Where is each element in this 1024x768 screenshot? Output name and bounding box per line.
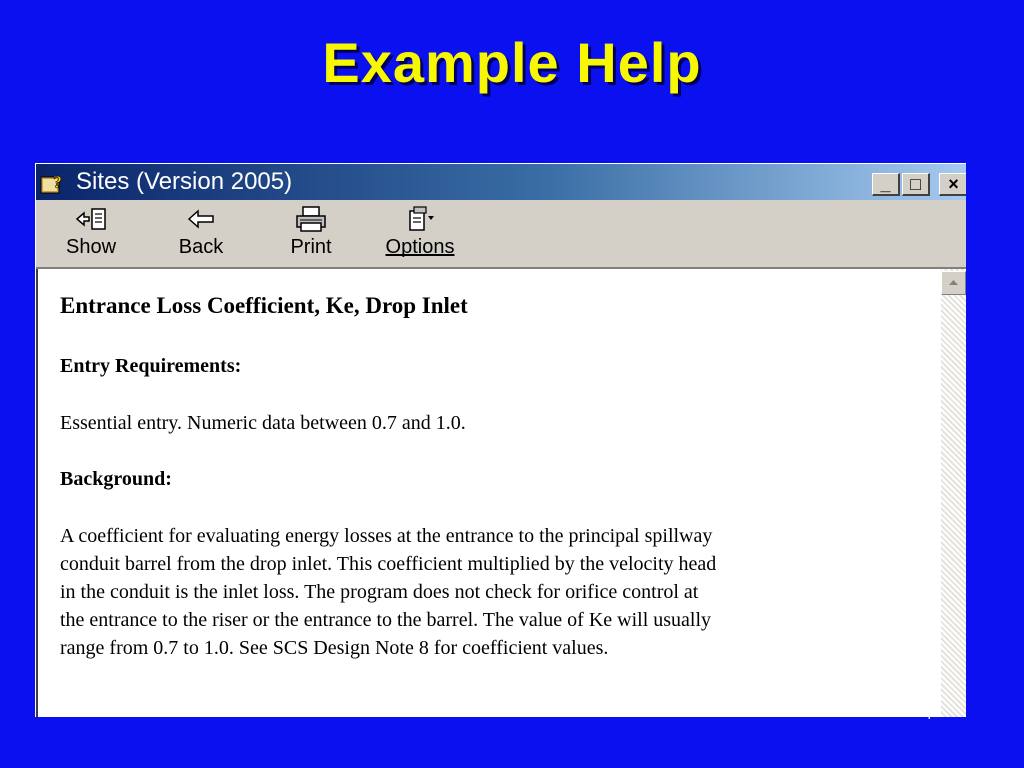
options-label: Options bbox=[385, 236, 455, 258]
show-button[interactable] bbox=[60, 204, 122, 259]
background-line: A coefficient for evaluating energy losses at the entrance to the principal spillway bbox=[60, 525, 713, 547]
help-heading: Entrance Loss Coefficient, Ke, Drop Inlet bbox=[60, 293, 468, 318]
entry-requirements-text: Essential entry. Numeric data between 0.7 and 1.0. bbox=[60, 412, 466, 434]
background-label: Background: bbox=[60, 468, 172, 490]
options-icon bbox=[400, 204, 440, 234]
help-book-icon bbox=[39, 171, 69, 195]
slide-title: Example Help bbox=[322, 31, 702, 94]
window-titlebar[interactable] bbox=[36, 164, 966, 200]
help-content bbox=[36, 269, 941, 717]
background-line: range from 0.7 to 1.0. See SCS Design Note 8 for coefficient values. bbox=[60, 637, 609, 659]
window-title: Sites (Version 2005) bbox=[76, 168, 293, 195]
back-arrow-icon bbox=[181, 204, 221, 234]
print-label: Print bbox=[290, 236, 332, 258]
background-line: conduit barrel from the drop inlet. This coefficient multiplied by the velocity head bbox=[60, 553, 717, 575]
maximize-button[interactable]: □ bbox=[902, 173, 930, 196]
options-button[interactable] bbox=[378, 204, 462, 259]
svg-text:?: ? bbox=[53, 172, 62, 192]
help-window bbox=[35, 163, 966, 717]
page-number: 7 bbox=[926, 706, 934, 722]
back-button[interactable] bbox=[170, 204, 232, 259]
show-label: Show bbox=[65, 236, 117, 258]
scroll-up-arrow-icon bbox=[942, 272, 965, 294]
minimize-button[interactable]: _ bbox=[872, 173, 900, 196]
scroll-up-button[interactable] bbox=[941, 271, 966, 295]
show-icon bbox=[71, 204, 111, 234]
vertical-scrollbar[interactable] bbox=[941, 269, 966, 717]
background-line: the entrance to the riser or the entrance to the barrel. The value of Ke will usually bbox=[60, 609, 712, 631]
back-label: Back bbox=[178, 236, 224, 258]
printer-icon bbox=[291, 204, 331, 234]
print-button[interactable] bbox=[280, 204, 342, 259]
background-line: in the conduit is the inlet loss. The program does not check for orifice control at bbox=[60, 581, 699, 603]
help-toolbar bbox=[36, 200, 966, 269]
entry-requirements-label: Entry Requirements: bbox=[60, 355, 242, 377]
close-button[interactable]: × bbox=[939, 173, 966, 196]
